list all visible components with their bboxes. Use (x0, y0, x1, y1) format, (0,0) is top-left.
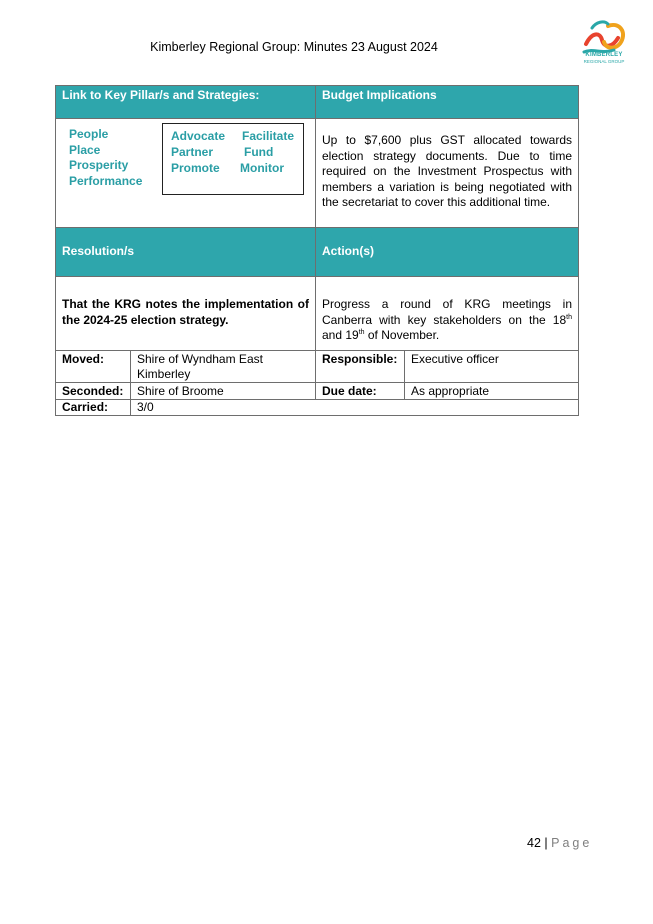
action-text-part: and 19 (322, 328, 359, 343)
carried-value-cell (130, 399, 579, 416)
footer-separator: | (544, 836, 548, 850)
moved-label-cell (55, 350, 131, 383)
moved-value-cell (130, 350, 316, 383)
resolution-header-label: Resolution/s (62, 244, 135, 258)
pillar-performance: Performance (69, 173, 143, 188)
action-text-part: Progress a round of KRG meetings in Canberra with key stakeholders on the 18 (322, 297, 572, 327)
resolution-text-cell (55, 276, 316, 351)
pillars-header-label: Link to Key Pillar/s and Strategies: (62, 88, 260, 102)
strategy-partner: Partner (171, 145, 214, 159)
due-date-label: Due date: (322, 384, 377, 398)
logo-text: KIMBERLEY (585, 52, 623, 58)
resolution-header-cell (55, 227, 316, 277)
seconded-label: Seconded: (62, 384, 124, 398)
due-date-label-cell (315, 382, 405, 400)
strategy-promote: Promote (171, 161, 220, 175)
carried-label-cell (55, 399, 131, 416)
action-text (322, 297, 572, 344)
strategy-facilitate: Facilitate (242, 129, 295, 143)
strategy-monitor: Monitor (240, 161, 284, 175)
responsible-value: Executive officer (411, 352, 499, 366)
moved-label: Moved: (62, 352, 104, 366)
budget-text: Up to $7,600 plus GST allocated towards election strategy documents. Due to time required on the Investment Prospectus with members a variation is being negotiated with the secretariat to cover this additional time. (322, 133, 572, 210)
ordinal-suffix: th (358, 329, 365, 337)
document-header-title: Kimberley Regional Group: Minutes 23 August 2024 (150, 40, 438, 54)
responsible-label: Responsible: (322, 352, 398, 366)
carried-value: 3/0 (137, 400, 154, 414)
strategy-fund: Fund (244, 145, 274, 159)
due-date-value-cell (404, 382, 579, 400)
page-number: 42 (527, 836, 541, 850)
responsible-value-cell (404, 350, 579, 383)
strategy-advocate: Advocate (171, 129, 226, 143)
pillar-prosperity: Prosperity (69, 158, 129, 172)
responsible-label-cell (315, 350, 405, 383)
budget-text-cell (315, 118, 579, 228)
action-text-cell (315, 276, 579, 351)
carried-label: Carried: (62, 400, 109, 414)
pillars-header-cell (55, 85, 316, 119)
pillar-people: People (69, 127, 109, 141)
budget-header-cell (315, 85, 579, 119)
ordinal-suffix: th (566, 313, 572, 321)
budget-header-label: Budget Implications (322, 88, 437, 102)
due-date-value: As appropriate (411, 384, 490, 398)
action-text-part: of November. (364, 328, 440, 343)
logo-subtext: REGIONAL GROUP (583, 59, 625, 64)
seconded-label-cell (55, 382, 131, 400)
seconded-value-cell (130, 382, 316, 400)
seconded-value: Shire of Broome (137, 384, 224, 398)
pillar-place: Place (69, 142, 101, 157)
page-word: Page (551, 836, 593, 850)
pillars-list (69, 127, 142, 189)
action-header-label: Action(s) (322, 244, 374, 258)
page-footer (527, 836, 592, 850)
action-header-cell (315, 227, 579, 277)
strategies-box (162, 123, 304, 195)
resolution-text: That the KRG notes the implementation of the 2024-25 election strategy. (62, 297, 309, 327)
moved-value: Shire of Wyndham East Kimberley (137, 352, 263, 381)
